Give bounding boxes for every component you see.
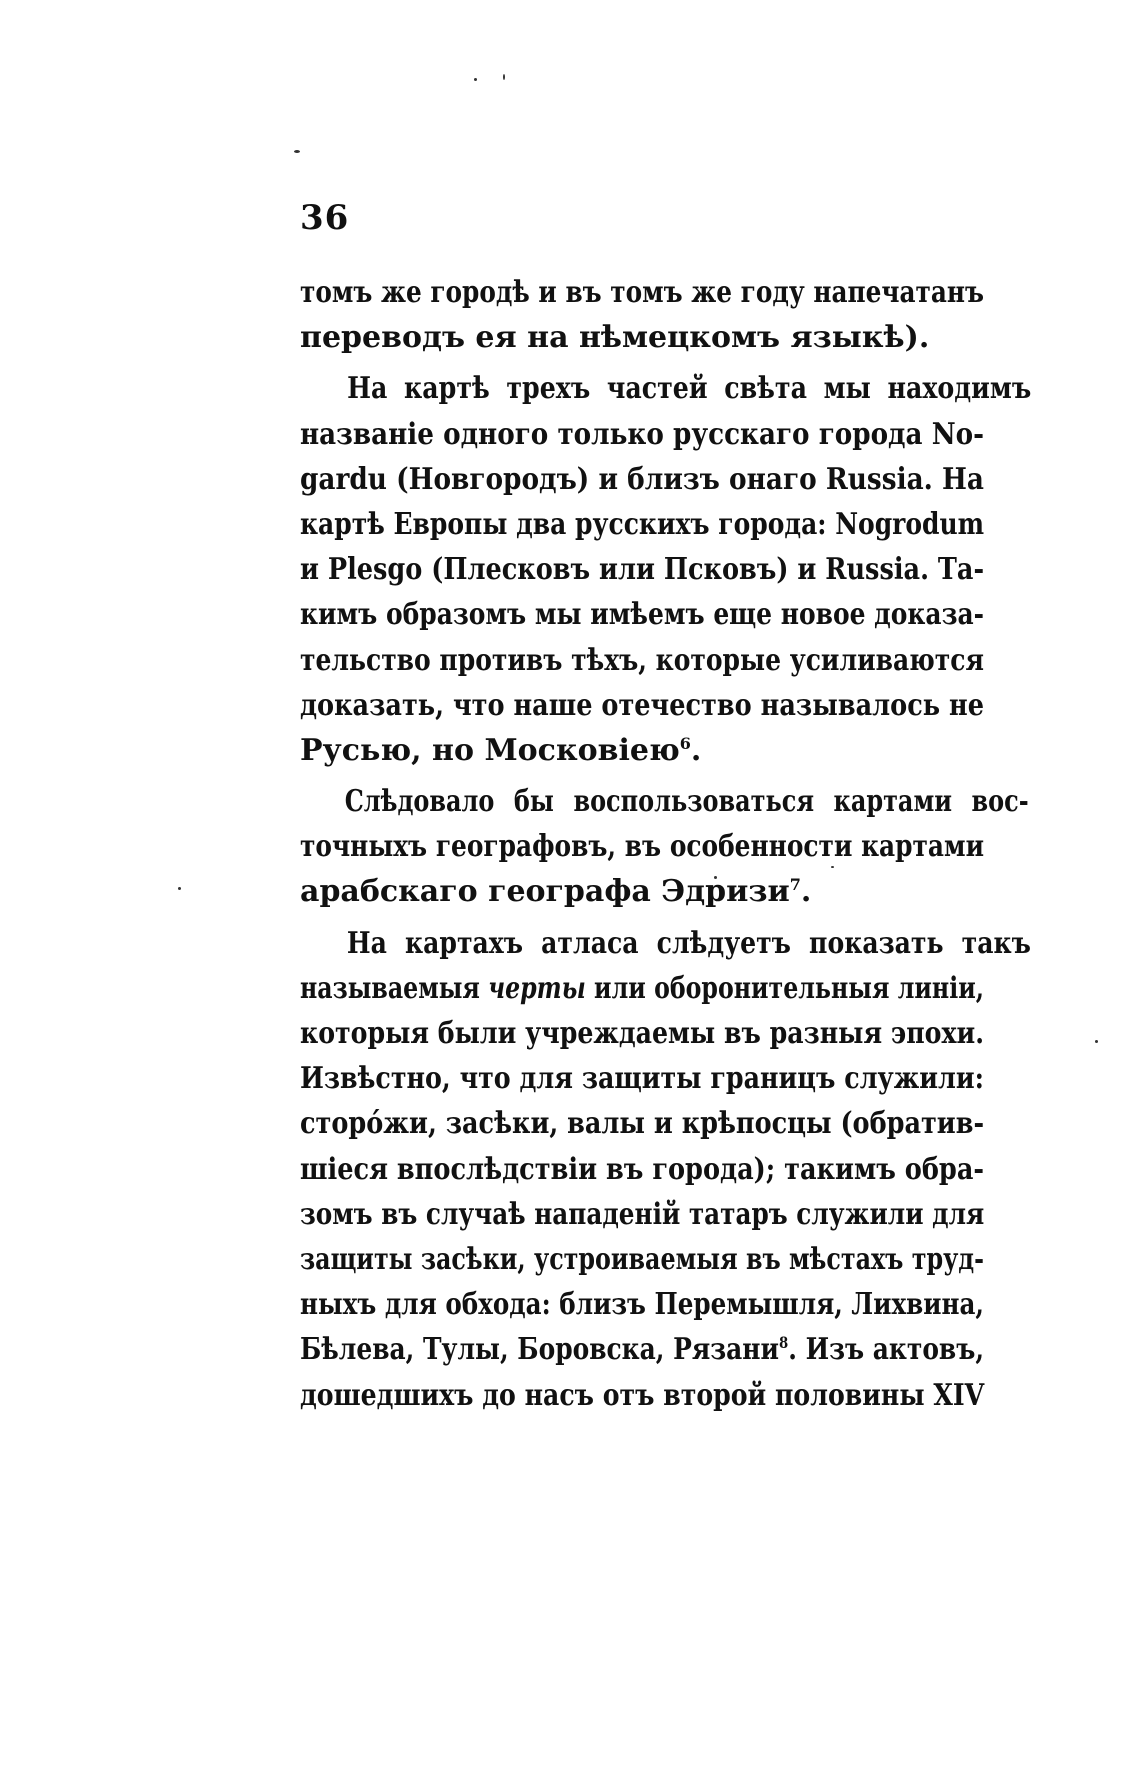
text-line: [300, 457, 984, 502]
text-run: доказать, что наше отечество называлось не: [300, 687, 984, 723]
body-text: [300, 270, 1032, 1418]
text-line: [300, 638, 984, 683]
text-run: . Изъ актовъ,: [788, 1332, 985, 1368]
text-run: арабскаго географа Эдризи: [300, 874, 790, 910]
text-line: [300, 1011, 984, 1056]
text-run: зомъ въ случаѣ нападеній татаръ служили для: [300, 1196, 985, 1232]
text-line: [300, 592, 984, 637]
text-run: Русью, но Московіею: [300, 732, 680, 768]
text-line: [300, 966, 984, 1011]
text-run: На картахъ атласа слѣдуетъ показать такъ: [346, 925, 1031, 961]
text-line: [300, 1282, 984, 1327]
footnote-marker: 7: [789, 875, 801, 895]
text-run: и Plesgo (Плесковъ или Псковъ) и Russia. Та-: [300, 552, 985, 588]
text-run: дошедшихъ до насъ отъ второй половины XIV: [300, 1377, 985, 1413]
scan-speck: [294, 150, 300, 153]
paragraph: [300, 921, 1031, 1418]
text-line: [300, 315, 984, 360]
text-run: ныхъ для обхода: близъ Перемышля, Лихвина,: [300, 1287, 984, 1323]
text-line: [300, 1327, 984, 1372]
text-run: называемыя: [300, 970, 489, 1006]
text-run: .: [690, 732, 702, 768]
text-run: Извѣстно, что для защиты границъ служили:: [300, 1061, 984, 1097]
text-line: [300, 1373, 984, 1418]
text-run: Бѣлева, Тулы, Боровска, Рязани: [300, 1332, 779, 1368]
text-line: [300, 779, 1029, 824]
text-run: защиты засѣки, устроиваемыя въ мѣстахъ труд-: [300, 1241, 985, 1277]
paragraph: [300, 366, 1032, 773]
footnote-marker: 6: [679, 733, 691, 753]
text-line: [300, 547, 984, 592]
text-run: gardu (Новгородъ) и близъ онаго Russia. На: [300, 461, 984, 497]
footnote-marker: 8: [778, 1333, 789, 1353]
text-line: [300, 502, 984, 547]
text-line: [300, 270, 984, 315]
text-line: [300, 1147, 984, 1192]
text-run: На картѣ трехъ частей свѣта мы находимъ: [347, 371, 1032, 407]
scan-speck: [178, 887, 181, 890]
text-line: [300, 869, 984, 914]
text-line: [300, 824, 984, 869]
paragraph: [300, 779, 1029, 915]
text-run: или оборонительныя линіи,: [585, 970, 984, 1006]
text-run: тельство противъ тѣхъ, которые усиливаются: [300, 642, 984, 678]
text-run: сторóжи, засѣки, валы и крѣпосцы (обратив-: [300, 1106, 985, 1142]
text-line: [300, 1056, 984, 1101]
text-line: [300, 412, 984, 457]
scan-speck: [474, 78, 477, 81]
paragraph: [300, 270, 984, 360]
text-line: [300, 1237, 984, 1282]
text-run: .: [800, 874, 812, 910]
text-run: томъ же городѣ и въ томъ же году напечатанъ: [300, 275, 985, 310]
text-run: картѣ Европы два русскихъ города: Nogrodum: [300, 506, 985, 542]
text-line: [300, 921, 1031, 966]
italic-term: черты: [488, 970, 586, 1006]
text-run: Слѣдовало бы воспользоваться картами вос-: [344, 784, 1029, 820]
text-run: названіе одного только русскаго города No-: [300, 416, 985, 452]
text-line: [300, 728, 984, 773]
text-line: [300, 1192, 984, 1237]
text-run: которыя были учреждаемы въ разныя эпохи.: [300, 1016, 985, 1051]
page-number: 36: [300, 198, 350, 238]
text-run: точныхъ географовъ, въ особенности картами: [300, 829, 985, 865]
scan-speck: [1095, 1040, 1098, 1043]
scan-speck: [503, 74, 505, 80]
text-line: [300, 366, 1031, 411]
text-line: [300, 1101, 984, 1146]
text-run: переводъ ея на нѣмецкомъ языкѣ).: [300, 320, 930, 356]
text-run: шіеся впослѣдствіи въ города); такимъ обра-: [300, 1151, 985, 1187]
text-run: кимъ образомъ мы имѣемъ еще новое доказа-: [300, 597, 984, 633]
text-line: [300, 683, 984, 728]
